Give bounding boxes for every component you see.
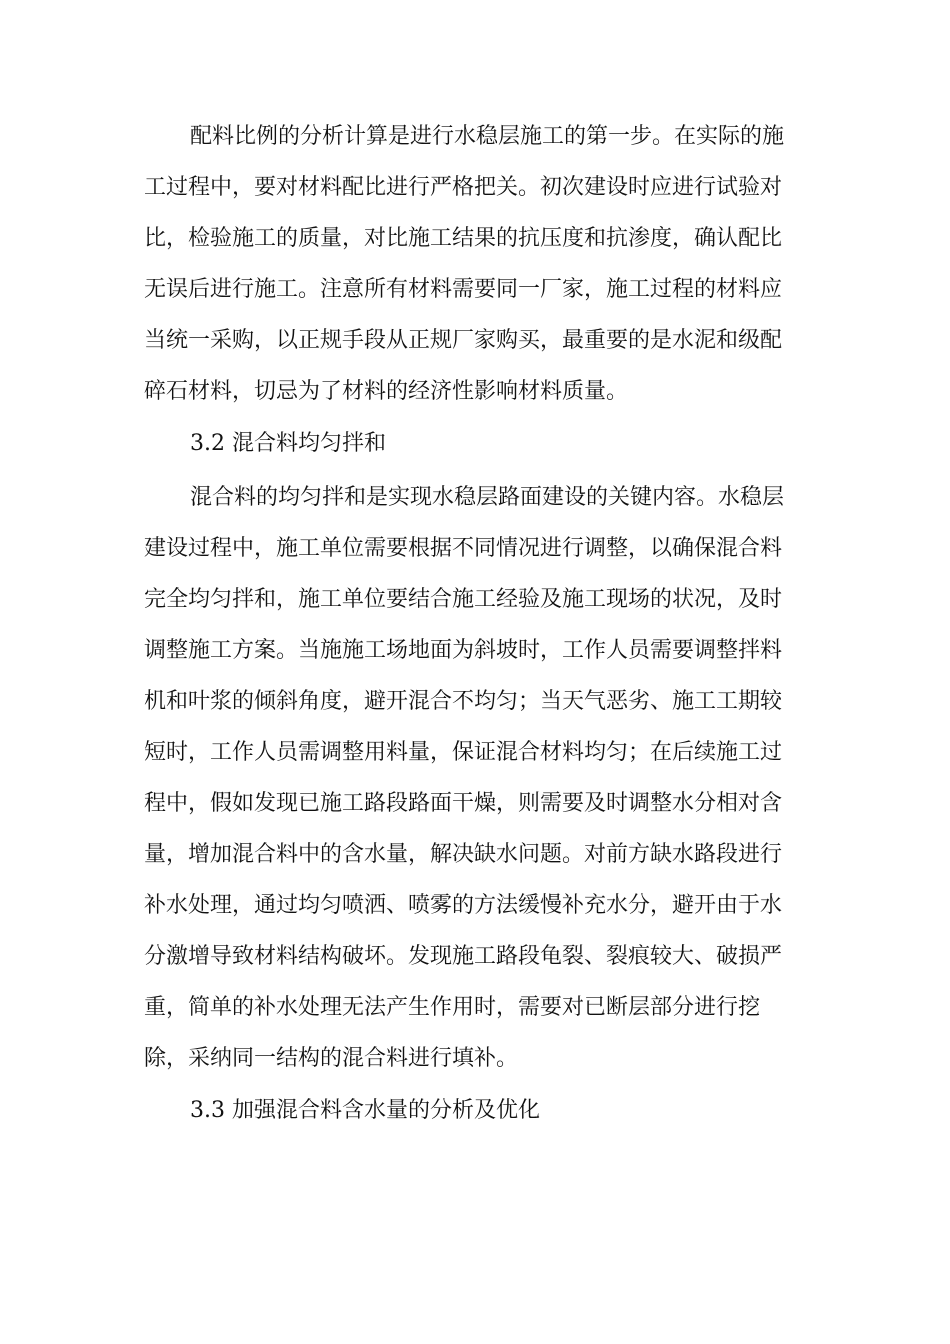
paragraph-2-line-9: 补水处理，通过均匀喷洒、喷雾的方法缓慢补充水分，避开由于水 xyxy=(144,893,783,918)
paragraph-2-line-3: 完全均匀拌和，施工单位要结合施工经验及施工现场的状况，及时 xyxy=(144,587,783,612)
section-heading-3-2: 3.2 混合料均匀拌和 xyxy=(190,431,386,456)
paragraph-1-line-2: 工过程中，要对材料配比进行严格把关。初次建设时应进行试验对 xyxy=(144,175,783,200)
paragraph-1-line-6: 碎石材料，切忌为了材料的经济性影响材料质量。 xyxy=(144,379,629,404)
paragraph-1-line-5: 当统一采购，以正规手段从正规厂家购买，最重要的是水泥和级配 xyxy=(144,328,783,353)
paragraph-1-line-3: 比，检验施工的质量，对比施工结果的抗压度和抗渗度，确认配比 xyxy=(144,226,783,251)
paragraph-2-line-5: 机和叶浆的倾斜角度，避开混合不均匀；当天气恶劣、施工工期较 xyxy=(144,689,783,714)
paragraph-2-line-4: 调整施工方案。当施施工场地面为斜坡时，工作人员需要调整拌料 xyxy=(144,638,783,663)
paragraph-2-line-10: 分激增导致材料结构破坏。发现施工路段龟裂、裂痕较大、破损严 xyxy=(144,944,783,969)
paragraph-2-line-1: 混合料的均匀拌和是实现水稳层路面建设的关键内容。水稳层 xyxy=(190,485,785,510)
paragraph-2-line-2: 建设过程中，施工单位需要根据不同情况进行调整，以确保混合料 xyxy=(144,536,783,561)
paragraph-1-line-1: 配料比例的分析计算是进行水稳层施工的第一步。在实际的施 xyxy=(190,124,785,149)
paragraph-2-line-6: 短时，工作人员需调整用料量，保证混合材料均匀；在后续施工过 xyxy=(144,740,783,765)
paragraph-2-line-8: 量，增加混合料中的含水量，解决缺水问题。对前方缺水路段进行 xyxy=(144,842,783,867)
paragraph-2-line-7: 程中，假如发现已施工路段路面干燥，则需要及时调整水分相对含 xyxy=(144,791,783,816)
paragraph-2-line-11: 重，简单的补水处理无法产生作用时，需要对已断层部分进行挖 xyxy=(144,995,761,1020)
paragraph-1-line-4: 无误后进行施工。注意所有材料需要同一厂家，施工过程的材料应 xyxy=(144,277,783,302)
section-heading-3-3: 3.3 加强混合料含水量的分析及优化 xyxy=(190,1098,540,1123)
paragraph-2-line-12: 除，采纳同一结构的混合料进行填补。 xyxy=(144,1046,519,1071)
